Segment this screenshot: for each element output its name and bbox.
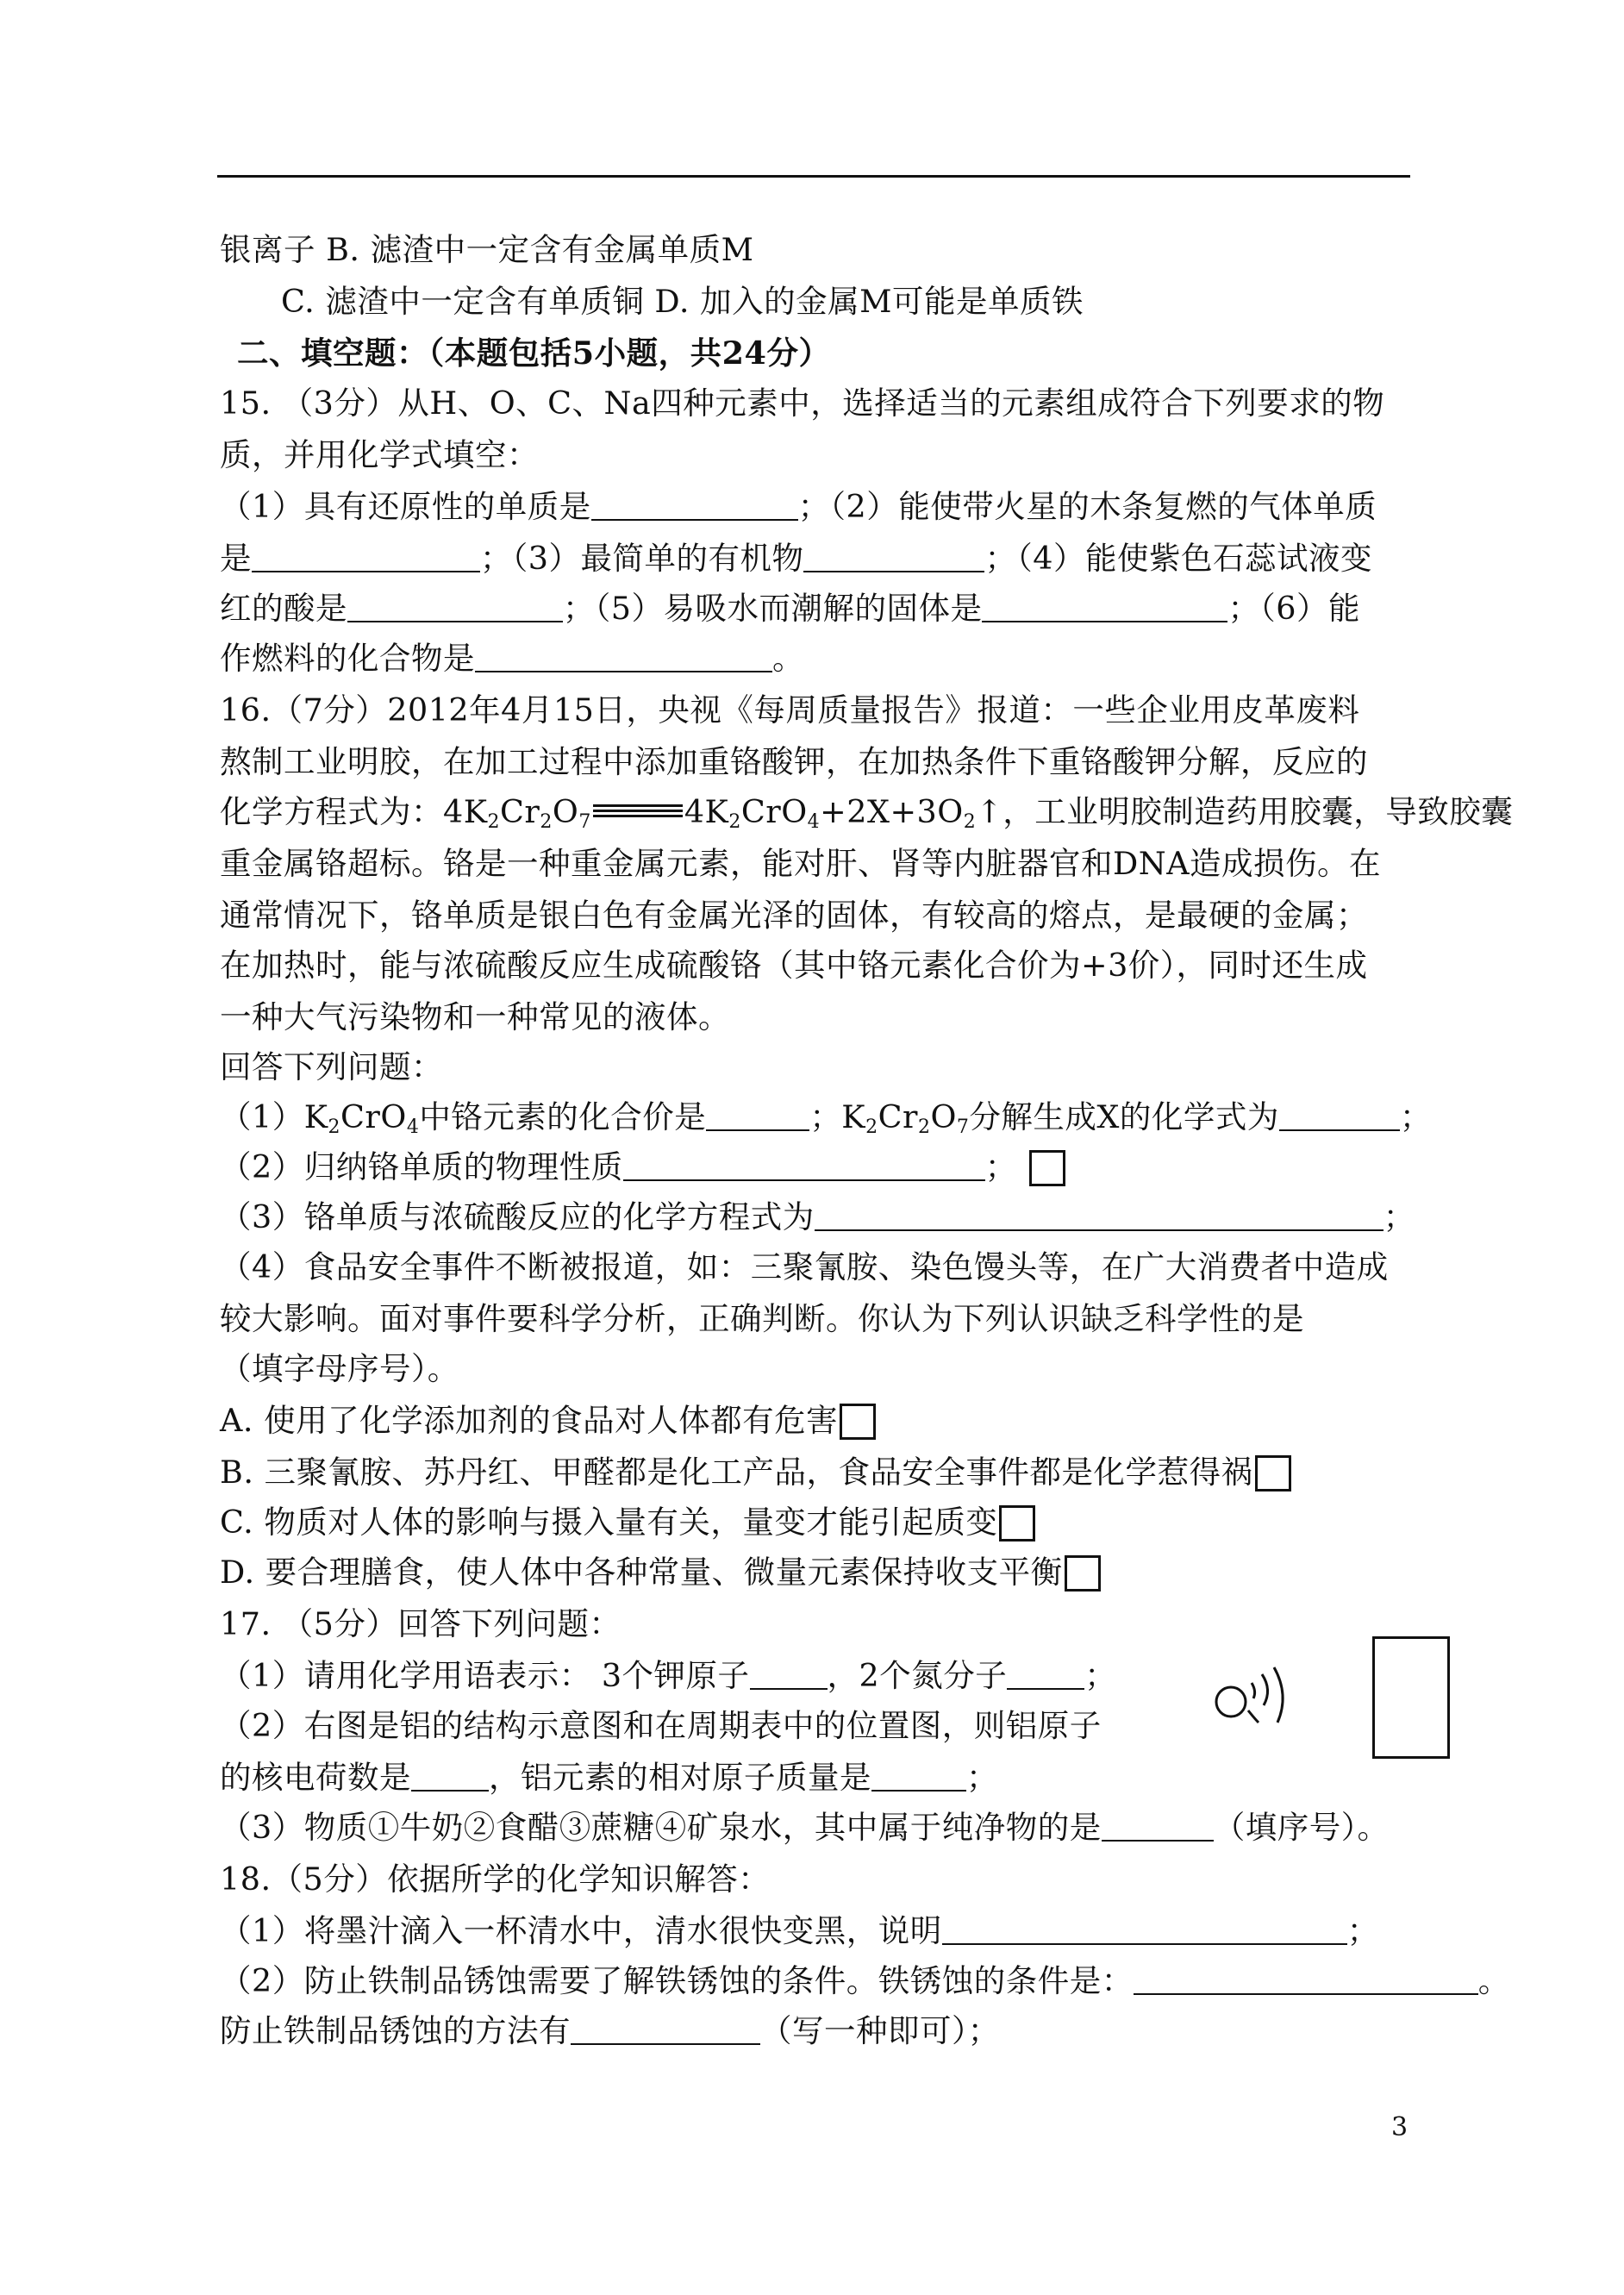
- text: 分解生成X的化学式为: [969, 1098, 1279, 1135]
- text-line: [220, 1148, 1065, 1186]
- text: ；: [966, 1759, 998, 1796]
- text: （填序号）。: [1213, 1809, 1390, 1846]
- text: ；: [1383, 1198, 1415, 1235]
- answer-box[interactable]: [1029, 1150, 1065, 1186]
- answer-blank[interactable]: [706, 1104, 809, 1131]
- text-line: 重金属铬超标。铬是一种重金属元素，能对肝、肾等内脏器官和DNA造成损伤。在: [220, 845, 1382, 882]
- text-line: C. 滤渣中一定含有单质铜 D. 加入的金属M可能是单质铁: [281, 283, 1084, 320]
- question-17: 17. （5分）回答下列问题：: [220, 1605, 621, 1642]
- answer-box[interactable]: [1255, 1455, 1291, 1491]
- answer-blank[interactable]: [815, 1204, 1384, 1231]
- answer-blank[interactable]: [571, 2017, 760, 2045]
- text: （1）请用化学用语表示： 3个钾原子: [220, 1657, 750, 1694]
- text: ；: [1084, 1657, 1117, 1694]
- text: Cr: [740, 793, 782, 830]
- text-line: （填字母序号）。: [220, 1350, 459, 1387]
- text: 4K: [684, 793, 729, 830]
- equals-sign: [593, 802, 683, 819]
- text: C. 物质对人体的影响与摄入量有关，量变才能引起质变: [220, 1504, 998, 1541]
- text: ，2个氮分子: [827, 1657, 1008, 1694]
- option-a: [220, 1402, 876, 1440]
- text: ，铝元素的相对原子质量是: [489, 1759, 871, 1796]
- answer-blank[interactable]: [1102, 1814, 1214, 1842]
- text: （2）归纳铬单质的物理性质: [220, 1148, 623, 1185]
- text: （3）铬单质与浓硫酸反应的化学方程式为: [220, 1198, 815, 1235]
- text: 中铬元素的化合价是: [419, 1098, 707, 1135]
- answer-blank[interactable]: [252, 545, 480, 572]
- subscript: 2: [487, 811, 500, 833]
- subscript: 7: [578, 811, 591, 833]
- text: 的核电荷数是: [220, 1759, 411, 1796]
- text-line: 质，并用化学式填空：: [220, 436, 539, 473]
- text: （写一种即可）；: [760, 2012, 1000, 2049]
- section-title: 二、填空题：（本题包括5小题，共24分）: [237, 335, 831, 372]
- text: ；（6）能: [1227, 590, 1360, 627]
- subscript: 2: [728, 811, 741, 833]
- text: （1）具有还原性的单质是: [220, 488, 591, 525]
- text: Cr: [500, 793, 540, 830]
- text-line: [220, 1809, 1389, 1847]
- text: B. 三聚氰胺、苏丹红、甲醛都是化工产品，食品安全事件都是化学惹得祸: [220, 1454, 1253, 1491]
- page-number: 3: [1391, 2112, 1409, 2142]
- text-line: 一种大气污染物和一种常见的液体。: [220, 998, 730, 1035]
- text: 。: [1477, 1962, 1510, 1999]
- answer-blank[interactable]: [803, 545, 984, 572]
- answer-box[interactable]: [840, 1404, 876, 1440]
- text-line: （4）食品安全事件不断被报道，如：三聚氰胺、染色馒头等，在广大消费者中造成: [220, 1248, 1389, 1285]
- text-line: 通常情况下，铬单质是银白色有金属光泽的固体，有较高的熔点，是最硬的金属；: [220, 897, 1368, 934]
- text-line: 熬制工业明胶，在加工过程中添加重铬酸钾，在加热条件下重铬酸钾分解，反应的: [220, 743, 1368, 780]
- header-rule: [217, 175, 1410, 178]
- text-line: [220, 1759, 998, 1797]
- text: O: [781, 793, 808, 830]
- text: D. 要合理膳食，使人体中各种常量、微量元素保持收支平衡: [220, 1554, 1063, 1591]
- text: （2）防止铁制品锈蚀需要了解铁锈蚀的条件。铁锈蚀的条件是：: [220, 1962, 1134, 1999]
- text: ；（3）最简单的有机物: [480, 540, 804, 577]
- question-15: 15. （3分）从H、O、C、Na四种元素中，选择适当的元素组成符合下列要求的物: [220, 385, 1385, 422]
- text: 化学方程式为：4K: [220, 793, 488, 830]
- subscript: 4: [406, 1116, 420, 1138]
- text: Cr: [878, 1098, 918, 1135]
- text: O: [552, 793, 579, 830]
- answer-blank[interactable]: [1279, 1104, 1400, 1131]
- aluminum-atom-structure-icon: [1214, 1657, 1309, 1752]
- text: 红的酸是: [220, 590, 347, 627]
- text: A. 使用了化学添加剂的食品对人体都有危害: [220, 1402, 839, 1439]
- text-line: 回答下列问题：: [220, 1048, 443, 1085]
- text-line: [220, 1962, 1510, 2000]
- answer-box[interactable]: [1065, 1555, 1101, 1591]
- text: 防止铁制品锈蚀的方法有: [220, 2012, 571, 2049]
- question-18: 18.（5分）依据所学的化学知识解答：: [220, 1860, 771, 1898]
- text: 是: [220, 540, 252, 577]
- answer-box[interactable]: [999, 1505, 1035, 1541]
- answer-blank[interactable]: [871, 1764, 966, 1792]
- text-line: [220, 640, 804, 678]
- text-line: [220, 1198, 1415, 1236]
- text-line: [220, 590, 1360, 628]
- subscript: 2: [540, 811, 553, 833]
- subscript: 2: [865, 1116, 878, 1138]
- text: CrO: [340, 1098, 407, 1135]
- text: +2X+3O: [820, 793, 964, 830]
- answer-blank[interactable]: [1134, 1967, 1478, 1995]
- text-line: [220, 1912, 1379, 1950]
- answer-blank[interactable]: [623, 1154, 985, 1181]
- subscript: 2: [917, 1116, 931, 1138]
- text-line: [220, 1657, 1116, 1695]
- subscript: 2: [328, 1116, 340, 1138]
- answer-blank[interactable]: [982, 595, 1227, 622]
- text: ；（5）易吸水而潮解的固体是: [563, 590, 983, 627]
- text: ；K: [809, 1098, 866, 1135]
- text-line: （2）右图是铝的结构示意图和在周期表中的位置图，则铝原子: [220, 1707, 1102, 1744]
- answer-blank[interactable]: [347, 595, 563, 622]
- text-line: 在加热时，能与浓硫酸反应生成硫酸铬（其中铬元素化合价为+3价），同时还生成: [220, 947, 1368, 984]
- periodic-table-cell: [1372, 1636, 1450, 1759]
- text: ；（2）能使带火星的木条复燃的气体单质: [797, 488, 1377, 525]
- text: ；: [1399, 1098, 1432, 1135]
- option-d: [220, 1554, 1101, 1591]
- equation-line: [220, 793, 1513, 831]
- question-16: 16.（7分）2012年4月15日，央视《每周质量报告》报道：一些企业用皮革废料: [220, 691, 1360, 729]
- answer-blank[interactable]: [750, 1662, 828, 1690]
- option-c: [220, 1504, 1035, 1541]
- text: O: [930, 1098, 957, 1135]
- text: （1）K: [220, 1098, 328, 1135]
- text-line: [220, 540, 1372, 578]
- text: ；: [1346, 1912, 1379, 1949]
- answer-blank[interactable]: [1007, 1662, 1084, 1690]
- subscript: 7: [956, 1116, 970, 1138]
- text: 作燃料的化合物是: [220, 640, 475, 677]
- text: 。: [772, 640, 804, 677]
- text-line: 银离子 B. 滤渣中一定含有金属单质M: [220, 231, 754, 268]
- answer-blank[interactable]: [411, 1764, 489, 1792]
- text: ；: [984, 1148, 1017, 1185]
- option-b: [220, 1454, 1291, 1491]
- answer-blank[interactable]: [591, 493, 798, 521]
- text: ↑，工业明胶制造药用胶囊，导致胶囊: [976, 793, 1514, 830]
- text: ；（4）能使紫色石蕊试液变: [984, 540, 1372, 577]
- text-line: 较大影响。面对事件要科学分析，正确判断。你认为下列认识缺乏科学性的是: [220, 1300, 1304, 1337]
- text-line: [220, 488, 1377, 526]
- text: （1）将墨汁滴入一杯清水中，清水很快变黑，说明: [220, 1912, 942, 1949]
- answer-blank[interactable]: [475, 645, 772, 672]
- text-line: [220, 1098, 1432, 1136]
- text-line: [220, 2012, 1000, 2050]
- text: （3）物质①牛奶②食醋③蔗糖④矿泉水，其中属于纯净物的是: [220, 1809, 1102, 1846]
- subscript: 2: [963, 811, 977, 833]
- answer-blank[interactable]: [942, 1917, 1347, 1945]
- subscript: 4: [807, 811, 821, 833]
